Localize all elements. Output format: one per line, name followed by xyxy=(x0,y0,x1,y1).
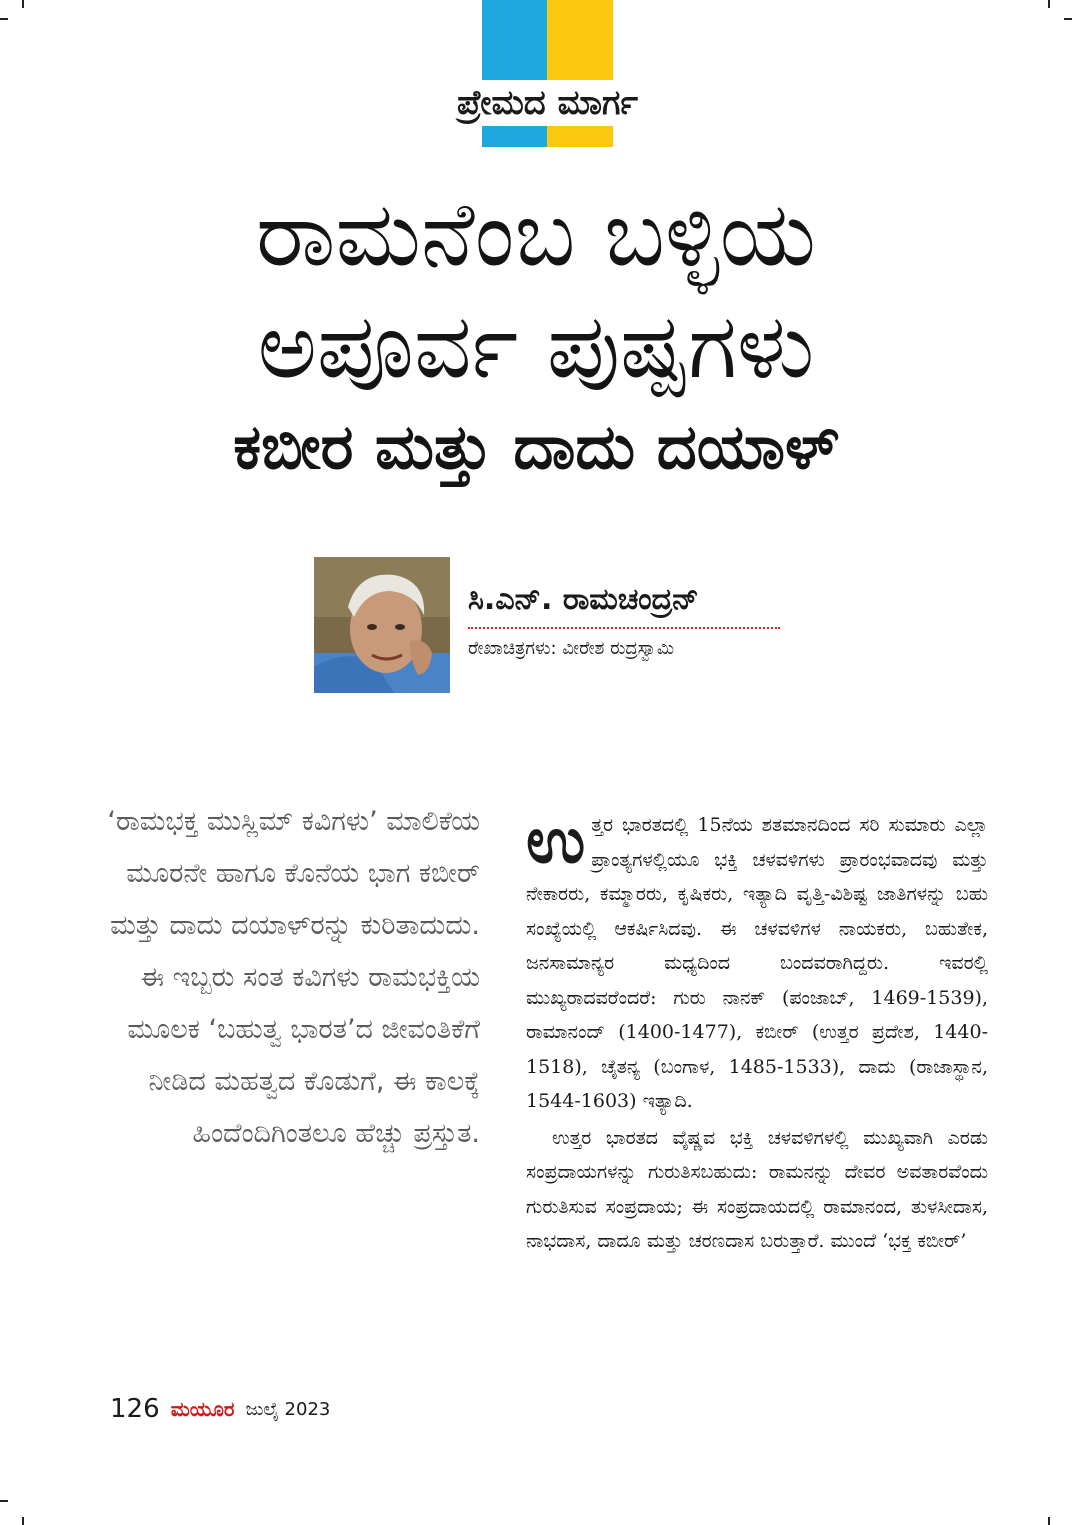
article-title-line-2: ಅಪೂರ್ವ ಪುಷ್ಪಗಳು xyxy=(257,294,815,399)
author-divider xyxy=(468,627,780,629)
paragraph-text: ತ್ತರ ಭಾರತದಲ್ಲಿ 15ನೆಯ ಶತಮಾನದಿಂದ ಸರಿ ಸುಮಾರು ಎಲ್ಲಾ ಪ್ರಾಂತ್ಯಗಳಲ್ಲಿಯೂ ಭಕ್ತಿ ಚಳವಳಿಗಳು ಪ್ರಾರಂಭವಾದವು ಮತ್ತು ನೇಕಾರರು, ಕಮ್ಮಾರರು, ಕೃಷಿಕರು, ಇತ್ಯಾದಿ ವೃತ್ತಿ-ವಿಶಿಷ್ಟ ಜಾತಿಗಳನ್ನು ಬಹು ಸಂಖ್ಯೆಯಲ್ಲಿ ಆಕರ್ಷಿಸಿದವು. ಈ ಚಳವಳಿಗಳ ನಾಯಕರು, ಬಹುತೇಕ, ಜನಸಾಮಾನ್ಯರ ಮಧ್ಯದಿಂದ ಬಂದವರಾಗಿದ್ದರು. ಇವರಲ್ಲಿ ಮುಖ್ಯರಾದವರೆಂದರೆ: ಗುರು ನಾನಕ್ (ಪಂಜಾಬ್, 1469-1539), ರಾಮಾನಂದ್ (1400-1477), ಕಬೀರ್ (ಉತ್ತರ ಪ್ರದೇಶ, 1440-1518), ಚೈತನ್ಯ (ಬಂಗಾಳ, 1485-1533), ದಾದು (ರಾಜಾಸ್ಥಾನ, 1544-1603) ಇತ್ಯಾದಿ. xyxy=(526,814,988,1112)
crop-mark xyxy=(1064,18,1072,20)
crop-mark xyxy=(1048,1517,1050,1525)
crop-mark xyxy=(22,0,24,8)
paragraph: ಉತ್ತರ ಭಾರತದ ವೈಷ್ಣವ ಭಕ್ತಿ ಚಳವಳಿಗಳಲ್ಲಿ ಮುಖ್ಯವಾಗಿ ಎರಡು ಸಂಪ್ರದಾಯಗಳನ್ನು ಗುರುತಿಸಬಹುದು: ರಾಮನನ್ನು ದೇವರ ಅವತಾರವೆಂದು ಗುರುತಿಸುವ ಸಂಪ್ರದಾಯ; ಈ ಸಂಪ್ರದಾಯದಲ್ಲಿ ರಾಮಾನಂದ, ತುಳಸೀದಾಸ, ನಾಭದಾಸ, ದಾದೂ ಮತ್ತು ಚರಣದಾಸ ಬರುತ್ತಾರೆ. ಮುಂದೆ ‘ಭಕ್ತ ಕಬೀರ್’ xyxy=(526,1126,988,1252)
article-title-line-1: ರಾಮನೆಂಬ ಬಳ್ಳಿಯ xyxy=(255,182,817,287)
author-photo xyxy=(314,557,450,693)
illustration-credit: ರೇಖಾಚಿತ್ರಗಳು: ವೀರೇಶ ರುದ್ರಸ್ವಾಮಿ xyxy=(468,638,675,659)
crop-mark xyxy=(0,1500,8,1502)
page-footer xyxy=(110,1394,330,1428)
page-number: 126 xyxy=(110,1394,160,1424)
crop-mark xyxy=(0,18,8,20)
article-subtitle: ಕಬೀರ ಮತ್ತು ದಾದು ದಯಾಳ್ xyxy=(233,410,839,483)
pull-quote: ‘ರಾಮಭಕ್ತ ಮುಸ್ಲಿಮ್ ಕವಿಗಳು’ ಮಾಲಿಕೆಯ ಮೂರನೇ ಹಾಗೂ ಕೊನೆಯ ಭಾಗ ಕಬೀರ್ ಮತ್ತು ದಾದು ದಯಾಳ್‌ರನ್ನು ಕುರಿತಾದುದು. ಈ ಇಬ್ಬರು ಸಂತ ಕವಿಗಳು ರಾಮಭಕ್ತಿಯ ಮೂಲಕ ‘ಬಹುತ್ವ ಭಾರತ’ದ ಜೀವಂತಿಕೆಗೆ ನೀಡಿದ ಮಹತ್ವದ ಕೊಡುಗೆ, ಈ ಕಾಲಕ್ಕೆ ಹಿಂದೆಂದಿಗಿಂತಲೂ ಹೆಚ್ಚು ಪ್ರಸ್ತುತ. xyxy=(107,806,480,1149)
magazine-logo: ಮಯೂರ xyxy=(170,1397,235,1421)
crop-mark xyxy=(1048,0,1050,8)
drop-cap: ಉ xyxy=(526,804,586,878)
author-name: ಸಿ.ಎನ್. ರಾಮಚಂದ್ರನ್ xyxy=(468,582,699,617)
issue-date: ಜುಲೈ 2023 xyxy=(245,1398,331,1420)
paragraph xyxy=(526,804,988,1119)
section-label: ಪ್ರೇಮದ ಮಾರ್ಗ xyxy=(457,83,638,123)
crop-mark xyxy=(22,1517,24,1525)
section-logo xyxy=(457,0,638,147)
article-body xyxy=(526,804,988,1259)
